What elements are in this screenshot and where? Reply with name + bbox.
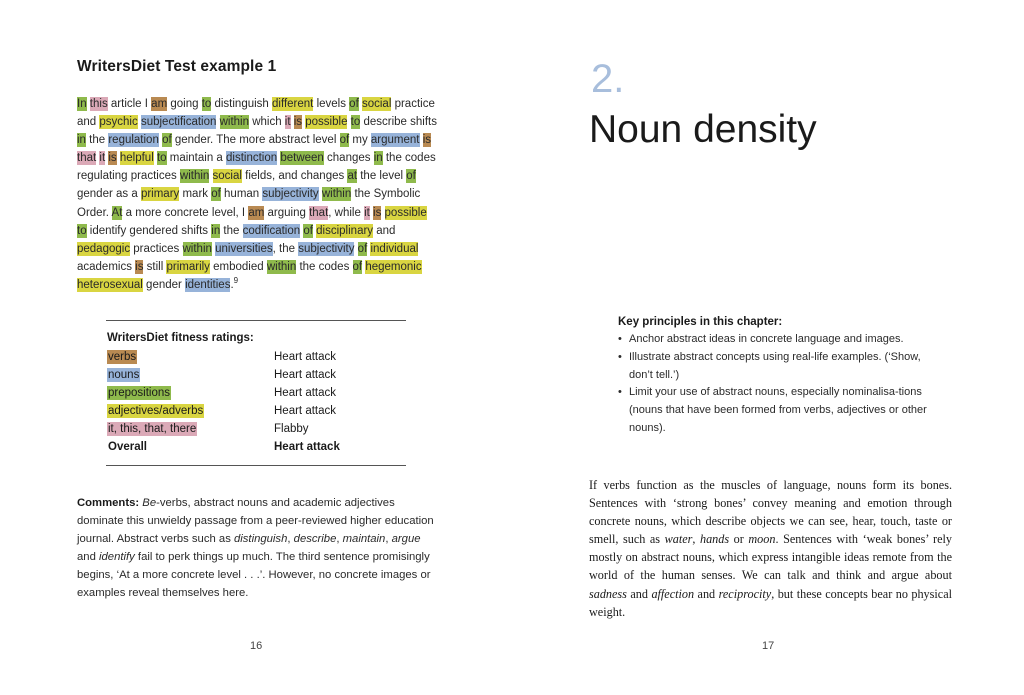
- highlight-verb: is: [135, 260, 144, 273]
- italic-text: describe: [293, 533, 337, 546]
- example-title: WritersDiet Test example 1: [77, 58, 277, 75]
- key-principle-item: [618, 349, 938, 385]
- bullet-icon: •: [618, 386, 622, 399]
- ratings-overall-row: [107, 440, 407, 457]
- highlight-preposition: of: [303, 224, 313, 237]
- highlight-preposition: At: [111, 206, 123, 219]
- italic-text: identify: [99, 551, 135, 564]
- bullet-icon: •: [618, 350, 622, 363]
- highlight-verb: is: [373, 206, 382, 219]
- highlight-preposition: in: [77, 134, 86, 147]
- footnote-marker: 9: [233, 276, 239, 286]
- overall-value: Heart attack: [274, 441, 340, 453]
- highlight-preposition: of: [352, 260, 363, 273]
- italic-text: reciprocity: [718, 586, 772, 601]
- highlight-adjective: social: [361, 98, 392, 110]
- highlight-adjective: possible: [384, 206, 427, 219]
- highlight-verb: is: [108, 152, 117, 165]
- ratings-row: [107, 422, 407, 439]
- ratings-row: [107, 368, 407, 385]
- highlight-preposition: between: [280, 152, 324, 165]
- key-principle-item: [618, 384, 938, 437]
- highlight-preposition: within: [321, 188, 352, 201]
- chapter-body-paragraph: If verbs function as the muscles of language, nouns form its bones. Sentences with ‘strong bones’ convey meaning and emotion through concrete nouns, which describe objects we can see, hear, touch, taste or smell, such as water, hands or moon. Sentences with ‘weak bones’ rely mostly on abstract nouns, which express intangible ideas remote from the world of the human senses. We can talk and think and argue about sadness and affection and reciprocity, but these concepts bear no physical weight.: [589, 478, 952, 619]
- rating-value: Heart attack: [274, 405, 336, 417]
- highlight-noun: subjectification: [140, 116, 217, 129]
- page-number-left: 16: [250, 640, 263, 652]
- highlight-preposition: of: [211, 188, 221, 201]
- highlight-preposition: within: [219, 116, 249, 129]
- highlight-noun: codification: [242, 224, 301, 237]
- highlight-preposition: In: [77, 98, 87, 110]
- italic-text: water: [664, 532, 693, 547]
- highlight-adjective: primarily: [166, 260, 210, 273]
- highlight-demonstrative: this: [89, 98, 108, 110]
- highlight-adjective: primary: [140, 188, 180, 201]
- key-principles-title: Key principles in this chapter:: [618, 316, 783, 328]
- highlight-demonstrative: it: [284, 116, 291, 129]
- highlight-preposition: at: [347, 170, 358, 183]
- highlight-adjective: possible: [305, 116, 348, 129]
- highlight-adjective: social: [212, 170, 242, 183]
- highlight-preposition: within: [266, 260, 297, 273]
- rating-category: prepositions: [108, 387, 171, 399]
- highlight-preposition: to: [156, 152, 167, 165]
- right-page: [512, 0, 1024, 695]
- highlight-adjective: psychic: [99, 116, 138, 129]
- rating-category: it, this, that, there: [108, 423, 197, 435]
- highlight-preposition: in: [211, 224, 221, 237]
- ratings-bottom-rule: [106, 465, 406, 466]
- ratings-top-rule: [106, 320, 406, 321]
- highlight-demonstrative: it: [364, 206, 370, 219]
- highlight-noun: regulation: [108, 134, 159, 147]
- highlight-preposition: within: [182, 242, 212, 255]
- bold-text: Comments:: [77, 497, 140, 509]
- highlight-noun: universities: [215, 242, 273, 255]
- italic-text: affection: [651, 586, 695, 601]
- highlight-noun: argument: [370, 134, 420, 147]
- key-principles-list: [618, 331, 938, 438]
- highlight-adjective: different: [272, 98, 314, 110]
- comments-paragraph: Comments: Be-verbs, abstract nouns and academic adjectives dominate this unwieldy passage from a peer-reviewed higher education journal. Abstract verbs such as distinguish, describe, maintain, argue and identify fail to perk things up much. The third sentence promisingly begins, ‘At a more concrete level . . .’. However, no concrete images or examples reveal themselves here.: [77, 497, 434, 600]
- highlight-preposition: to: [350, 116, 361, 129]
- key-principle-item: [618, 331, 938, 349]
- highlight-demonstrative: it: [99, 152, 106, 165]
- highlight-noun: identities: [185, 278, 231, 291]
- highlight-adjective: individual: [370, 242, 419, 255]
- key-principle-text: Illustrate abstract concepts using real-life examples. (‘Show, don’t tell.’): [629, 350, 921, 381]
- overall-label: Overall: [108, 441, 147, 453]
- rating-value: Heart attack: [274, 387, 336, 399]
- rating-category: adjectives/adverbs: [108, 405, 204, 417]
- chapter-title: Noun density: [589, 108, 817, 151]
- highlight-preposition: to: [77, 224, 87, 237]
- italic-text: hands: [699, 532, 730, 547]
- ratings-row: [107, 350, 407, 367]
- italic-text: argue: [391, 533, 421, 546]
- highlight-noun: subjectivity: [262, 188, 319, 201]
- highlight-preposition: to: [201, 98, 212, 110]
- page-number-right: 17: [762, 640, 775, 652]
- highlight-preposition: of: [357, 242, 368, 255]
- highlight-adjective: heterosexual: [77, 278, 143, 291]
- highlight-verb: am: [248, 206, 265, 219]
- highlight-noun: distinction: [226, 152, 278, 165]
- highlight-preposition: in: [373, 152, 383, 165]
- rating-category: verbs: [108, 351, 137, 363]
- highlight-preposition: of: [339, 134, 350, 147]
- example-passage: In this article I am going to distinguish different levels of social practice and psychic subjectification within which it is possible to describe shifts in the regulation of gender. The more abstract level of my argument is that it is helpful to maintain a distinction between changes in the codes regulating practices within social fields, and changes at the level of gender as a primary mark of human subjectivity within the Symbolic Order. At a more concrete level, I am arguing that, while it is possible to identify gendered shifts in the codification of disciplinary and pedagogic practices within universities, the subjectivity of individual academics is still primarily embodied within the codes of hegemonic heterosexual gender identities.$^9$: [77, 98, 437, 291]
- highlight-demonstrative: that: [77, 152, 97, 165]
- highlight-noun: subjectivity: [298, 242, 355, 255]
- italic-text: distinguish: [233, 533, 288, 546]
- italic-text: maintain: [342, 533, 386, 546]
- rating-value: Heart attack: [274, 351, 336, 363]
- rating-value: Heart attack: [274, 369, 336, 381]
- highlight-preposition: of: [406, 170, 416, 183]
- highlight-adjective: helpful: [119, 152, 154, 165]
- highlight-adjective: hegemonic: [365, 260, 422, 273]
- ratings-title: WritersDiet fitness ratings:: [107, 332, 254, 344]
- ratings-row: [107, 386, 407, 403]
- italic-text: sadness: [589, 586, 627, 601]
- highlight-preposition: within: [179, 170, 210, 183]
- rating-value: Flabby: [274, 423, 309, 435]
- italic-text: Be: [142, 497, 157, 509]
- highlight-verb: am: [151, 98, 168, 110]
- chapter-number: 2.: [591, 57, 625, 101]
- bullet-icon: •: [618, 333, 622, 345]
- highlight-demonstrative: that: [309, 206, 329, 219]
- highlight-preposition: of: [162, 134, 172, 147]
- highlight-adjective: disciplinary: [316, 224, 374, 237]
- highlight-verb: is: [422, 134, 432, 147]
- key-principle-text: Limit your use of abstract nouns, especially nominalisa-tions (nouns that have been formed from verbs, adjectives or other nouns).: [629, 386, 927, 434]
- italic-text: moon: [748, 532, 776, 547]
- highlight-verb: is: [293, 116, 303, 129]
- key-principle-text: Anchor abstract ideas in concrete language and images.: [629, 333, 904, 345]
- highlight-preposition: of: [349, 98, 359, 110]
- ratings-row: [107, 404, 407, 421]
- rating-category: nouns: [108, 369, 140, 381]
- highlight-adjective: pedagogic: [77, 242, 131, 255]
